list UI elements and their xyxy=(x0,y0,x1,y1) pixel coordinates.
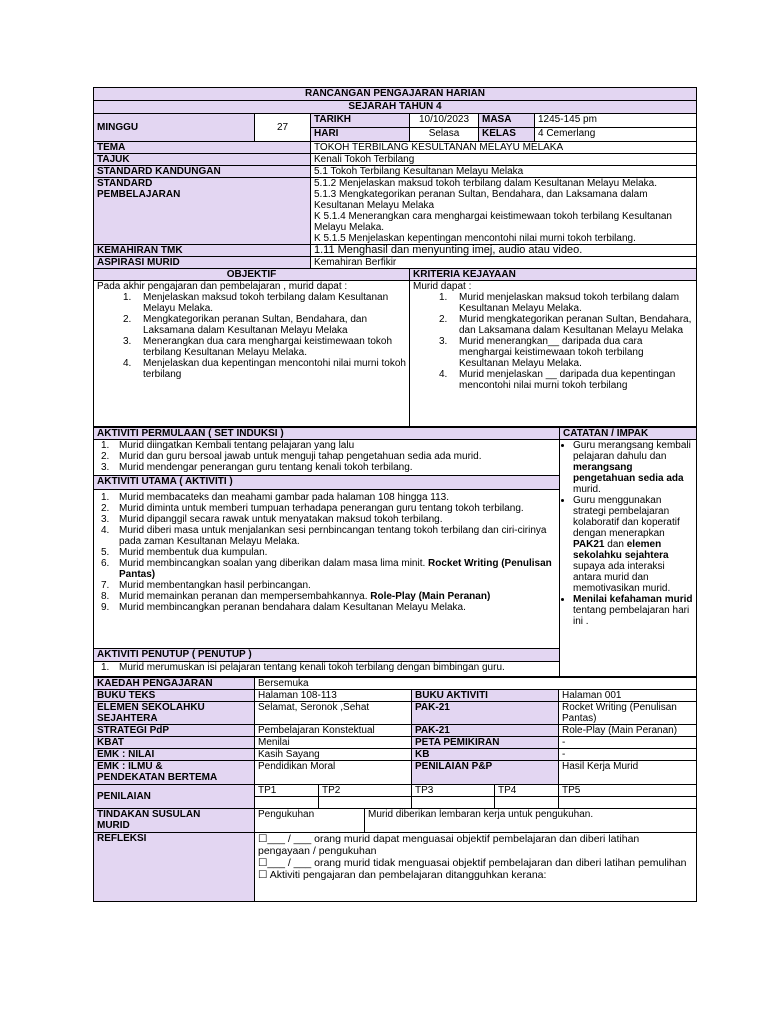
refleksi-label: REFLEKSI xyxy=(94,833,255,902)
list-item: 2. Mengkategorikan peranan Sultan, Bendahara, dan Laksamana dalam Kesultanan Melayu Melaka xyxy=(123,314,368,336)
elemen-label: ELEMEN SEKOLAHKU SEJAHTERA xyxy=(94,702,255,725)
refleksi-line-1: ☐___ / ___ orang murid dapat menguasai objektif pembelajaran dan diberi latihan pengayaan / pengukuhan xyxy=(258,833,640,857)
tmk-value: 1.11 Menghasil dan menyunting imej, audio atau video. xyxy=(311,245,697,257)
list-item: 3. Murid dipanggil secara rawak untuk menyatakan maksud tokoh terbilang. xyxy=(101,514,443,525)
tp5-blank xyxy=(559,797,697,809)
tmk-label: KEMAHIRAN TMK xyxy=(94,245,311,257)
list-item: 9. Murid membincangkan peranan bendahara dalam Kesultanan Melayu Melaka. xyxy=(101,602,466,613)
tindakan-value2: Murid diberikan lembaran kerja untuk pengukuhan. xyxy=(365,809,697,833)
tp4-blank xyxy=(495,797,559,809)
bukuteks-value: Halaman 108-113 xyxy=(255,690,412,702)
sp-value: 5.1.2 Menjelaskan maksud tokoh terbilang dalam Kesultanan Melayu Melaka. 5.1.3 Mengkategorikan peranan Sultan, Bendahara, dan Laksamana dalam Kesultanan Melayu Melaka K 5.1.4 Menerangkan cara menghargai keistimewaan tokoh terbilang Kesultanan Melayu Melaka. K 5.1.5 Menjelaskan kepentingan mencontohi nilai murni tokoh terbilang. xyxy=(311,178,697,245)
bukuaktiviti-value: Halaman 001 xyxy=(559,690,697,702)
list-item: 1. Murid membacateks dan meahami gambar pada halaman 108 hingga 113. xyxy=(101,492,450,503)
list-item: 8. Murid memainkan peranan dan mempersembahkannya. Role-Play (Main Peranan) xyxy=(101,591,491,602)
minggu-label: MINGGU xyxy=(94,114,255,142)
tp2-cell: TP2 xyxy=(319,785,412,797)
sk-value: 5.1 Tokoh Terbilang Kesultanan Melayu Melaka xyxy=(311,166,697,178)
pak2-value: Role-Play (Main Peranan) xyxy=(559,725,697,737)
kelas-label: KELAS xyxy=(479,128,535,142)
minggu-value: 27 xyxy=(255,114,311,142)
masa-label: MASA xyxy=(479,114,535,128)
objektif-header: OBJEKTIF xyxy=(94,269,410,281)
list-item: 3. Murid mendengar penerangan guru tentang kenali tokoh terbilang. xyxy=(101,462,413,473)
bukuteks-label: BUKU TEKS xyxy=(94,690,255,702)
tema-label: TEMA xyxy=(94,142,311,154)
tema-value: TOKOH TERBILANG KESULTANAN MELAYU MELAKA xyxy=(311,142,697,154)
kriteria-header: KRITERIA KEJAYAAN xyxy=(410,269,697,281)
tindakan-value1: Pengukuhan xyxy=(255,809,365,833)
tp1-cell: TP1 xyxy=(255,785,319,797)
tarikh-value: 10/10/2023 xyxy=(410,114,479,128)
tp3-cell: TP3 xyxy=(412,785,495,797)
kelas-value: 4 Cemerlang xyxy=(535,128,697,142)
list-item: 1. Murid diingatkan Kembali tentang pelajaran yang lalu xyxy=(101,440,355,451)
tp3-blank xyxy=(412,797,495,809)
catatan-content xyxy=(560,440,697,677)
permulaan-header: AKTIVITI PERMULAAN ( SET INDUKSI ) xyxy=(94,428,560,440)
list-item: 4. Murid diberi masa untuk menjalankan sesi pernbincangan tentang tokoh terbilang dan ciri-cirinya pada zaman Kesultanan Melayu Melaka. xyxy=(101,525,547,547)
tajuk-value: Kenali Tokoh Terbilang xyxy=(311,154,697,166)
kb-value: - xyxy=(559,749,697,761)
hari-label: HARI xyxy=(311,128,410,142)
pak2-label: PAK-21 xyxy=(412,725,559,737)
list-item: 1. Menjelaskan maksud tokoh terbilang dalam Kesultanan Melayu Melaka. xyxy=(123,292,389,314)
header-table xyxy=(93,87,697,427)
list-item: 3. Menerangkan dua cara menghargai keistimewaan tokoh terbilang Kesultanan Melayu Melaka. xyxy=(123,336,393,358)
emkilmu-value: Pendidikan Moral xyxy=(255,761,412,785)
kb-label: KB xyxy=(412,749,559,761)
list-item: 4. Murid menjelaskan __ daripada dua kepentingan mencontohi nilai murni tokoh terbilang xyxy=(439,369,676,391)
tp1-blank xyxy=(255,797,319,809)
bottom-table xyxy=(93,677,697,902)
list-item: 2. Murid diminta untuk memberi tumpuan terhadapa penerangan guru tentang tokoh terbilang. xyxy=(101,503,524,514)
activities-content xyxy=(94,440,560,677)
tp2-blank xyxy=(319,797,412,809)
list-item: 2. Murid dan guru bersoal jawab untuk menguji tahap pengetahuan sedia ada murid. xyxy=(101,451,482,462)
peta-value: - xyxy=(559,737,697,749)
bukuaktiviti-label: BUKU AKTIVITI xyxy=(412,690,559,702)
kbat-label: KBAT xyxy=(94,737,255,749)
peta-label: PETA PEMIKIRAN xyxy=(412,737,559,749)
list-item: • Guru merangsang kembali pelajaran dahulu dan merangsang pengetahuan sedia ada murid. xyxy=(573,440,694,495)
elemen-value: Selamat, Seronok ,Sehat xyxy=(255,702,412,725)
emkilmu-label: EMK : ILMU & PENDEKATAN BERTEMA xyxy=(94,761,255,785)
strategi-value: Pembelajaran Konstektual xyxy=(255,725,412,737)
pak1-label: PAK-21 xyxy=(412,702,559,725)
refleksi-content xyxy=(255,833,697,902)
objektif-content: Pada akhir pengajaran dan pembelajaran , murid dapat : 1. Menjelaskan maksud tokoh terbilang dalam Kesultanan Melayu Melaka. 2. Mengkategorikan peranan Sultan, Bendahara, dan Laksamana dalam Kesultanan Melayu Melaka 3. Menerangkan dua cara menghargai keistimewaan tokoh terbilang Kesultanan Melayu Melaka. 4. Menjelaskan dua kepentingan mencontohi nilai murni tokoh terbilang xyxy=(94,281,410,427)
rph-form xyxy=(93,87,696,902)
penilaianpp-value: Hasil Kerja Murid xyxy=(559,761,697,785)
utama-header: AKTIVITI UTAMA ( AKTIVITI ) xyxy=(94,475,559,490)
tp4-cell: TP4 xyxy=(495,785,559,797)
kaedah-label: KAEDAH PENGAJARAN xyxy=(94,678,255,690)
penilaianpp-label: PENILAIAN P&P xyxy=(412,761,559,785)
emknilai-value: Kasih Sayang xyxy=(255,749,412,761)
tajuk-label: TAJUK xyxy=(94,154,311,166)
doc-subtitle: SEJARAH TAHUN 4 xyxy=(94,101,697,114)
tindakan-label: TINDAKAN SUSULAN MURID xyxy=(94,809,255,833)
penutup-header: AKTIVITI PENUTUP ( PENUTUP ) xyxy=(94,648,559,662)
kriteria-content: Murid dapat : 1. Murid menjelaskan maksud tokoh terbilang dalam Kesultanan Melayu Melaka. 2. Murid mengkategorikan peranan Sultan, Bendahara, dan Laksamana dalam Kesultanan Melayu Melaka 3. Murid menerangkan__ daripada dua cara menghargai keistimewaan tokoh terbilang Kesultanan Melayu Melaka. 4. Murid menjelaskan __ daripada dua kepentingan mencontohi nilai murni tokoh terbilang xyxy=(410,281,697,427)
refleksi-line-3: ☐ Aktiviti pengajaran dan pembelajaran ditangguhkan kerana: xyxy=(258,869,547,881)
sp-label: STANDARD PEMBELAJARAN xyxy=(94,178,311,245)
list-item: 2. Murid mengkategorikan peranan Sultan, Bendahara, dan Laksamana dalam Kesultanan Melayu Melaka xyxy=(439,314,692,336)
list-item: 5. Murid membentuk dua kumpulan. xyxy=(101,547,268,558)
tarikh-label: TARIKH xyxy=(311,114,410,128)
strategi-label: STRATEGI PdP xyxy=(94,725,255,737)
list-item: • Menilai kefahaman murid tentang pembelajaran hari ini . xyxy=(573,594,694,627)
activities-table xyxy=(93,427,697,677)
hari-value: Selasa xyxy=(410,128,479,142)
penilaian-label: PENILAIAN xyxy=(94,785,255,809)
list-item: 7. Murid membentangkan hasil perbincangan. xyxy=(101,580,311,591)
tp5-cell: TP5 xyxy=(559,785,697,797)
kaedah-value: Bersemuka xyxy=(255,678,697,690)
list-item: • Guru menggunakan strategi pembelajaran kolaboratif dan koperatif dengan menerapkan PAK21 dan elemen sekolahku sejahtera supaya ada interaksi antara murid dan memotivasikan murid. xyxy=(573,495,694,594)
list-item: 4. Menjelaskan dua kepentingan mencontohi nilai murni tokoh terbilang xyxy=(123,358,406,380)
aspirasi-value: Kemahiran Berfikir xyxy=(311,257,697,269)
kbat-value: Menilai xyxy=(255,737,412,749)
list-item: 3. Murid menerangkan__ daripada dua cara menghargai keistimewaan tokoh terbilang Kesultanan Melayu Melaka. xyxy=(439,336,644,369)
pak1-value: Rocket Writing (Penulisan Pantas) xyxy=(559,702,697,725)
sk-label: STANDARD KANDUNGAN xyxy=(94,166,311,178)
catatan-header: CATATAN / IMPAK xyxy=(560,428,697,440)
list-item: 1. Murid merumuskan isi pelajaran tentang kenali tokoh terbilang dengan bimbingan guru. xyxy=(101,662,505,673)
aspirasi-label: ASPIRASI MURID xyxy=(94,257,311,269)
list-item: 6. Murid membincangkan soalan yang diberikan dalam masa lima minit. Rocket Writing (Penulisan Pantas) xyxy=(101,558,552,580)
emknilai-label: EMK : NILAI xyxy=(94,749,255,761)
refleksi-line-2: ☐___ / ___ orang murid tidak menguasai objektif pembelajaran dan diberi latihan pemulihan xyxy=(258,857,687,869)
list-item: 1. Murid menjelaskan maksud tokoh terbilang dalam Kesultanan Melayu Melaka. xyxy=(439,292,680,314)
masa-value: 1245-145 pm xyxy=(535,114,697,128)
doc-title: RANCANGAN PENGAJARAN HARIAN xyxy=(94,88,697,101)
